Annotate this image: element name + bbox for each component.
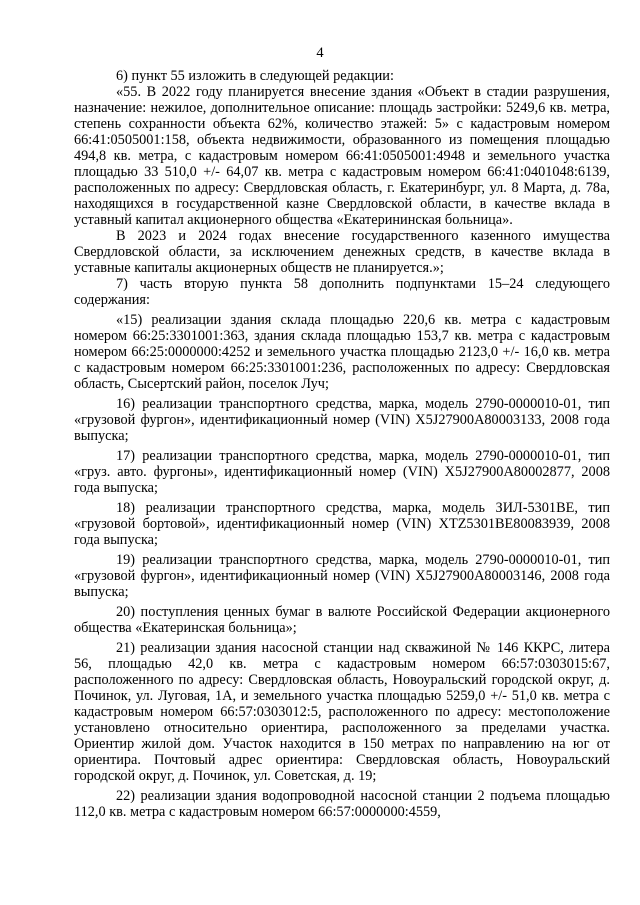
paragraph-sub-17: 17) реализации транспортного средства, марка, модель 2790-0000010-01, тип «груз. авто. фургоны», идентификационный номер (VIN) X5J27900A80002877, 2008 года выпуска;	[74, 448, 610, 496]
page-number: 4	[316, 45, 324, 61]
document-body	[74, 68, 610, 820]
paragraph-sub-16: 16) реализации транспортного средства, марка, модель 2790-0000010-01, тип «грузовой фургон», идентификационный номер (VIN) X5J27900A80003133, 2008 года выпуска;	[74, 396, 610, 444]
paragraph-sub-21: 21) реализации здания насосной станции над скважиной № 146 ККРС, литера 56, площадью 42,0 кв. метра с кадастровым номером 66:57:0303015:67, расположенного по адресу: Свердловская область, Новоуральский городской округ, д. Починок, ул. Луговая, 1А, и земельного участка площадью 5259,0 +/- 51,0 кв. метра с кадастровым номером 66:57:0303012:5, расположенного по адресу: местоположение установлено относительно ориентира, расположенного за пределами участка. Ориентир жилой дом. Участок находится в 150 метрах по направлению на юг от ориентира. Почтовый адрес ориентира: Свердловская область, Новоуральский городской округ, д. Починок, ул. Советская, д. 19;	[74, 640, 610, 784]
paragraph-2023-2024: В 2023 и 2024 годах внесение государственного казенного имущества Свердловской области, за исключением денежных средств, в качестве вклада в уставные капиталы акционерных обществ не планируется.»;	[74, 228, 610, 276]
paragraph-item-6: 6) пункт 55 изложить в следующей редакции:	[116, 68, 394, 84]
paragraph-sub-22: 22) реализации здания водопроводной насосной станции 2 подъема площадью 112,0 кв. метра с кадастровым номером 66:57:0000000:4559,	[74, 788, 610, 820]
paragraph-sub-18: 18) реализации транспортного средства, марка, модель ЗИЛ-5301ВЕ, тип «грузовой бортовой», идентификационный номер (VIN) XTZ5301BE80083939, 2008 года выпуска;	[74, 500, 610, 548]
paragraph-sub-20: 20) поступления ценных бумаг в валюте Российской Федерации акционерного общества «Екатеринская больница»;	[74, 604, 610, 636]
paragraph-item-55: «55. В 2022 году планируется внесение здания «Объект в стадии разрушения, назначение: нежилое, дополнительное описание: площадь застройки: 5249,6 кв. метра, степень сохранности объекта 62%, количество этажей: 5» с кадастровым номером 66:41:0505001:158, объекта недвижимости, образованного из помещения площадью 494,8 кв. метра, с кадастровым номером 66:41:0505001:4948 и земельного участка площадью 33 510,0 +/- 64,07 кв. метра с кадастровым номером 66:41:0401048:6139, расположенных по адресу: Свердловская область, г. Екатеринбург, ул. 8 Марта, д. 78а, находящихся в государственной казне Свердловской области, в качестве вклада в уставный капитал акционерного общества «Екатерининская больница».	[74, 84, 610, 228]
paragraph-sub-15: «15) реализации здания склада площадью 220,6 кв. метра с кадастровым номером 66:25:3301001:363, здания склада площадью 153,7 кв. метра с кадастровым номером 66:25:0000000:4252 и земельного участка площадью 2123,0 +/- 16,0 кв. метра с кадастровым номером 66:25:3301001:236, расположенных по адресу: Свердловская область, Сысертский район, поселок Луч;	[74, 312, 610, 392]
paragraph-item-7: 7) часть вторую пункта 58 дополнить подпунктами 15–24 следующего содержания:	[74, 276, 610, 308]
paragraph-sub-19: 19) реализации транспортного средства, марка, модель 2790-0000010-01, тип «грузовой фургон», идентификационный номер (VIN) X5J27900A80003146, 2008 года выпуска;	[74, 552, 610, 600]
